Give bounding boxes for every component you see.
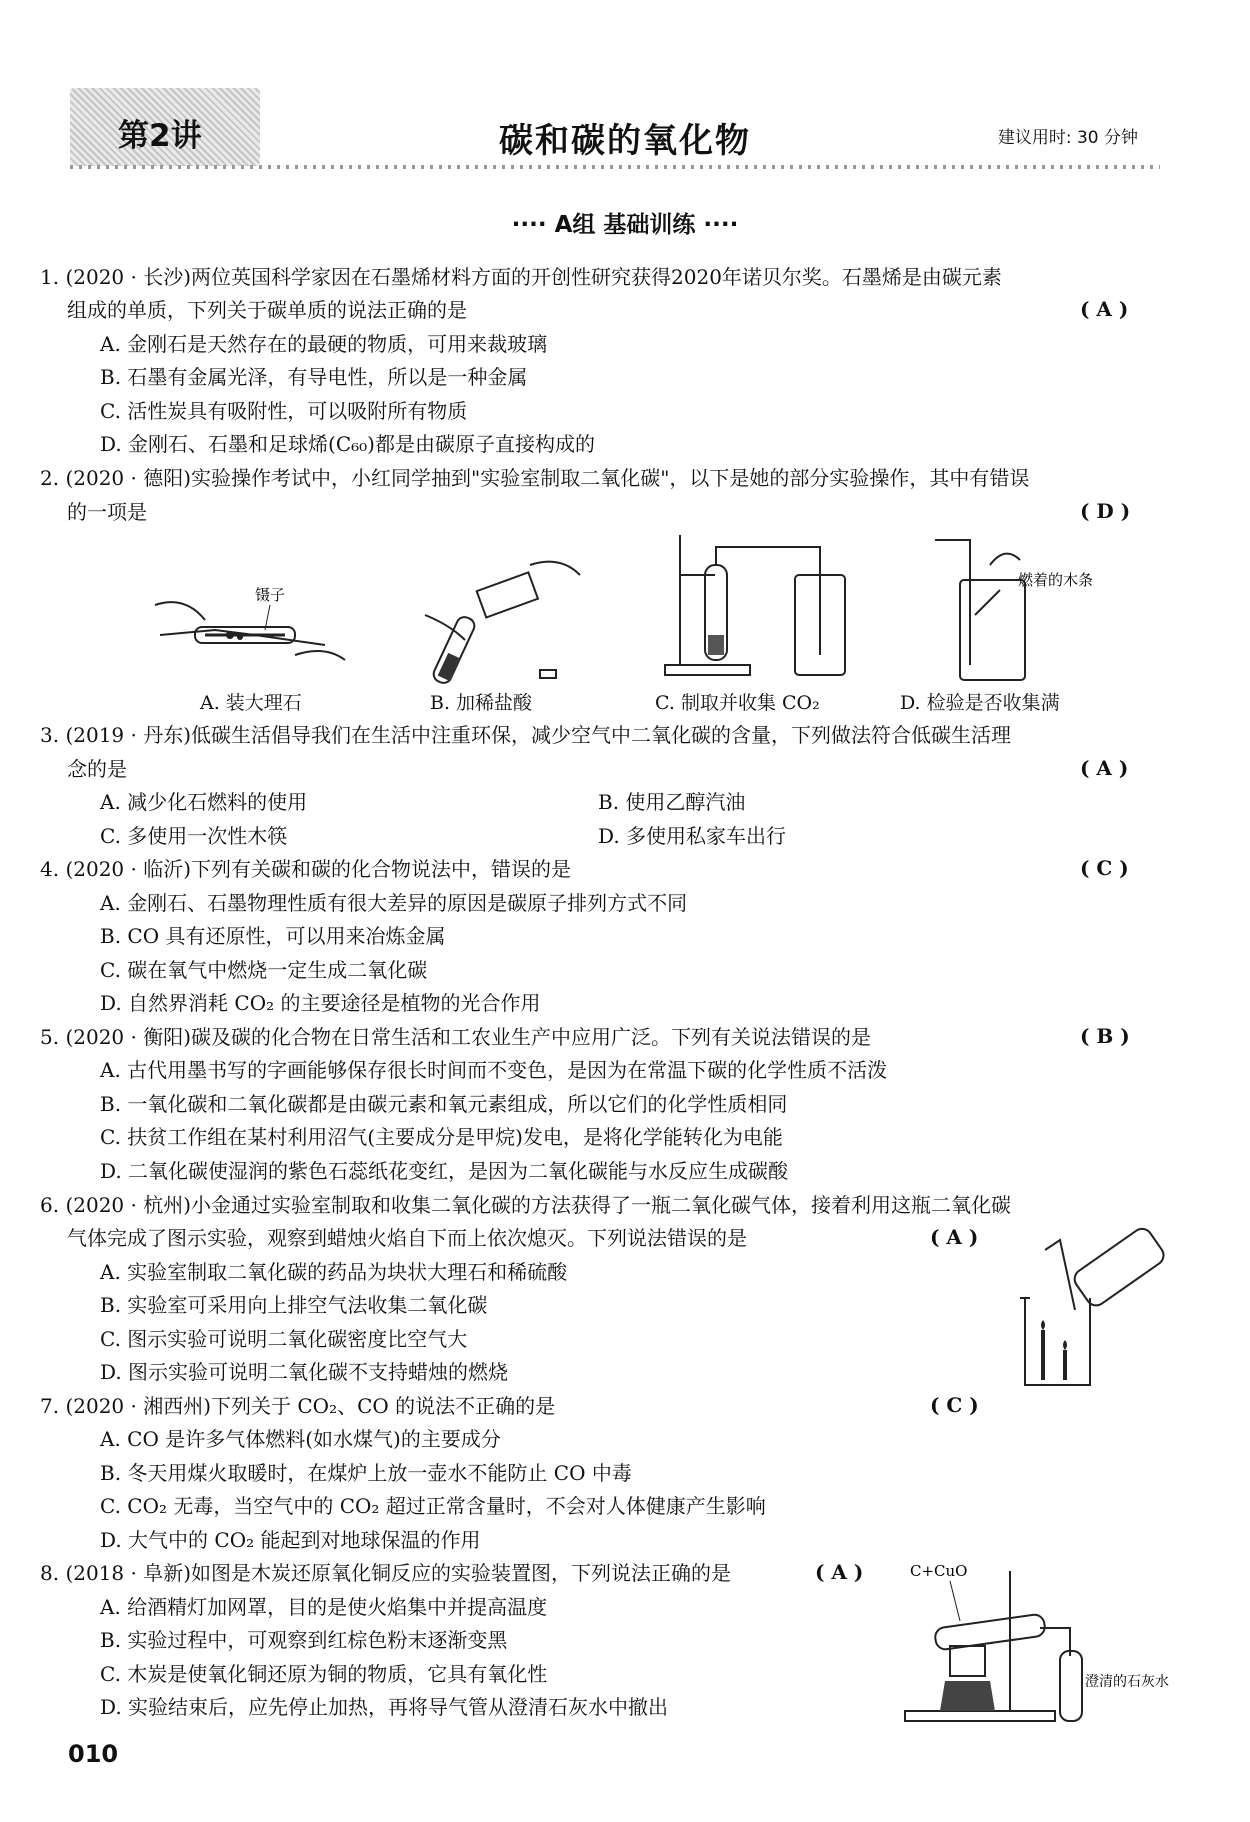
section-title: ···· A组 基础训练 ····	[511, 212, 739, 238]
q2-caption-c: C. 制取并收集 CO₂	[655, 692, 820, 714]
q5-option-a: A. 古代用墨书写的字画能够保存很长时间而不变色，是因为在常温下碳的化学性质不活泼	[100, 1058, 888, 1082]
q1-answer: ( A )	[1080, 297, 1129, 321]
lecture-number: 第2讲	[118, 118, 202, 154]
q2-answer: ( D )	[1080, 499, 1131, 523]
q1-option-b: B. 石墨有金属光泽，有导电性，所以是一种金属	[100, 365, 528, 389]
suggested-time: 建议用时: 30 分钟	[997, 128, 1138, 148]
q3-option-d: D. 多使用私家车出行	[598, 824, 787, 848]
q1-line-1: 1. (2020 · 长沙)两位英国科学家因在石墨烯材料方面的开创性研究获得2020年诺贝尔奖。石墨烯是由碳元素	[40, 265, 1002, 289]
q6-option-d: D. 图示实验可说明二氧化碳不支持蜡烛的燃烧	[100, 1360, 509, 1384]
figure-carbon-reduction	[900, 1556, 1169, 1731]
q3-option-c: C. 多使用一次性木筷	[100, 824, 288, 848]
q2-line-1: 2. (2020 · 德阳)实验操作考试中，小红同学抽到"实验室制取二氧化碳"，以下是她的部分实验操作，其中有错误	[40, 466, 1030, 490]
q5-option-b: B. 一氧化碳和二氧化碳都是由碳元素和氧元素组成，所以它们的化学性质相同	[100, 1092, 788, 1116]
q6-option-b: B. 实验室可采用向上排空气法收集二氧化碳	[100, 1293, 488, 1317]
q8-answer: ( A )	[815, 1560, 864, 1584]
page-title: 碳和碳的氧化物	[499, 121, 751, 161]
q7-option-d: D. 大气中的 CO₂ 能起到对地球保温的作用	[100, 1528, 481, 1552]
q4-option-b: B. CO 具有还原性，可以用来冶炼金属	[100, 924, 446, 948]
q2-caption-b: B. 加稀盐酸	[430, 692, 533, 714]
q7-answer: ( C )	[930, 1393, 979, 1417]
q5-line-1: 5. (2020 · 衡阳)碳及碳的化合物在日常生活和工农业生产中应用广泛。下列有关说法错误的是	[40, 1025, 872, 1049]
q6-line-2: 气体完成了图示实验，观察到蜡烛火焰自下而上依次熄灭。下列说法错误的是	[67, 1226, 747, 1250]
figure-check-full	[930, 535, 1130, 680]
q6-answer: ( A )	[930, 1225, 979, 1249]
q4-option-d: D. 自然界消耗 CO₂ 的主要途径是植物的光合作用	[100, 991, 541, 1015]
figure-add-acid	[420, 545, 590, 685]
q8-option-d: D. 实验结束后，应先停止加热，再将导气管从澄清石灰水中撤出	[100, 1695, 669, 1719]
q4-answer: ( C )	[1080, 856, 1129, 880]
header-divider	[70, 165, 1160, 169]
q6-option-c: C. 图示实验可说明二氧化碳密度比空气大	[100, 1327, 468, 1351]
q8-option-a: A. 给酒精灯加网罩，目的是使火焰集中并提高温度	[100, 1595, 548, 1619]
reactants-label: C+CuO	[910, 1562, 968, 1580]
q3-option-b: B. 使用乙醇汽油	[598, 790, 746, 814]
q1-option-c: C. 活性炭具有吸附性，可以吸附所有物质	[100, 399, 468, 423]
q3-line-2: 念的是	[67, 757, 127, 781]
q4-option-c: C. 碳在氧气中燃烧一定生成二氧化碳	[100, 958, 428, 982]
q7-option-a: A. CO 是许多气体燃料(如水煤气)的主要成分	[100, 1427, 501, 1451]
q1-option-a: A. 金刚石是天然存在的最硬的物质，可用来裁玻璃	[100, 332, 548, 356]
q8-option-b: B. 实验过程中，可观察到红棕色粉末逐渐变黑	[100, 1628, 508, 1652]
q5-option-c: C. 扶贫工作组在某村利用沼气(主要成分是甲烷)发电，是将化学能转化为电能	[100, 1125, 783, 1149]
q2-caption-a: A. 装大理石	[200, 692, 302, 714]
q8-line-1: 8. (2018 · 阜新)如图是木炭还原氧化铜反应的实验装置图，下列说法正确的是	[40, 1561, 732, 1585]
q3-option-a: A. 减少化石燃料的使用	[100, 790, 308, 814]
figure-load-marble	[145, 535, 355, 675]
q2-line-2: 的一项是	[67, 500, 147, 524]
q1-option-d: D. 金刚石、石墨和足球烯(C₆₀)都是由碳原子直接构成的	[100, 432, 595, 456]
limewater-label: 澄清的石灰水	[1085, 1674, 1169, 1690]
q8-option-c: C. 木炭是使氧化铜还原为铜的物质，它具有氧化性	[100, 1662, 548, 1686]
q7-option-b: B. 冬天用煤火取暖时，在煤炉上放一壶水不能防止 CO 中毒	[100, 1461, 632, 1485]
figure-candle-beaker	[1015, 1230, 1170, 1390]
q2-caption-d: D. 检验是否收集满	[900, 692, 1060, 714]
q5-option-d: D. 二氧化碳使湿润的紫色石蕊纸花变红，是因为二氧化碳能与水反应生成碳酸	[100, 1159, 789, 1183]
page-number: 010	[68, 1740, 119, 1768]
q4-line-1: 4. (2020 · 临沂)下列有关碳和碳的化合物说法中，错误的是	[40, 857, 572, 881]
q6-option-a: A. 实验室制取二氧化碳的药品为块状大理石和稀硫酸	[100, 1260, 568, 1284]
q4-option-a: A. 金刚石、石墨物理性质有很大差异的原因是碳原子排列方式不同	[100, 891, 688, 915]
q7-option-c: C. CO₂ 无毒，当空气中的 CO₂ 超过正常含量时，不会对人体健康产生影响	[100, 1494, 766, 1518]
q3-line-1: 3. (2019 · 丹东)低碳生活倡导我们在生活中注重环保，减少空气中二氧化碳的含量，下列做法符合低碳生活理	[40, 723, 1012, 747]
q1-line-2: 组成的单质，下列关于碳单质的说法正确的是	[67, 298, 467, 322]
tweezers-label: 镊子	[255, 586, 286, 604]
q7-line-1: 7. (2020 · 湘西州)下列关于 CO₂、CO 的说法不正确的是	[40, 1394, 556, 1418]
q5-answer: ( B )	[1080, 1024, 1130, 1048]
q3-answer: ( A )	[1080, 756, 1129, 780]
q6-line-1: 6. (2020 · 杭州)小金通过实验室制取和收集二氧化碳的方法获得了一瓶二氧化碳气体，接着利用这瓶二氧化碳	[40, 1193, 1012, 1217]
burning-stick-label: 燃着的木条	[1018, 571, 1094, 589]
figure-produce-collect-co2	[660, 535, 850, 680]
